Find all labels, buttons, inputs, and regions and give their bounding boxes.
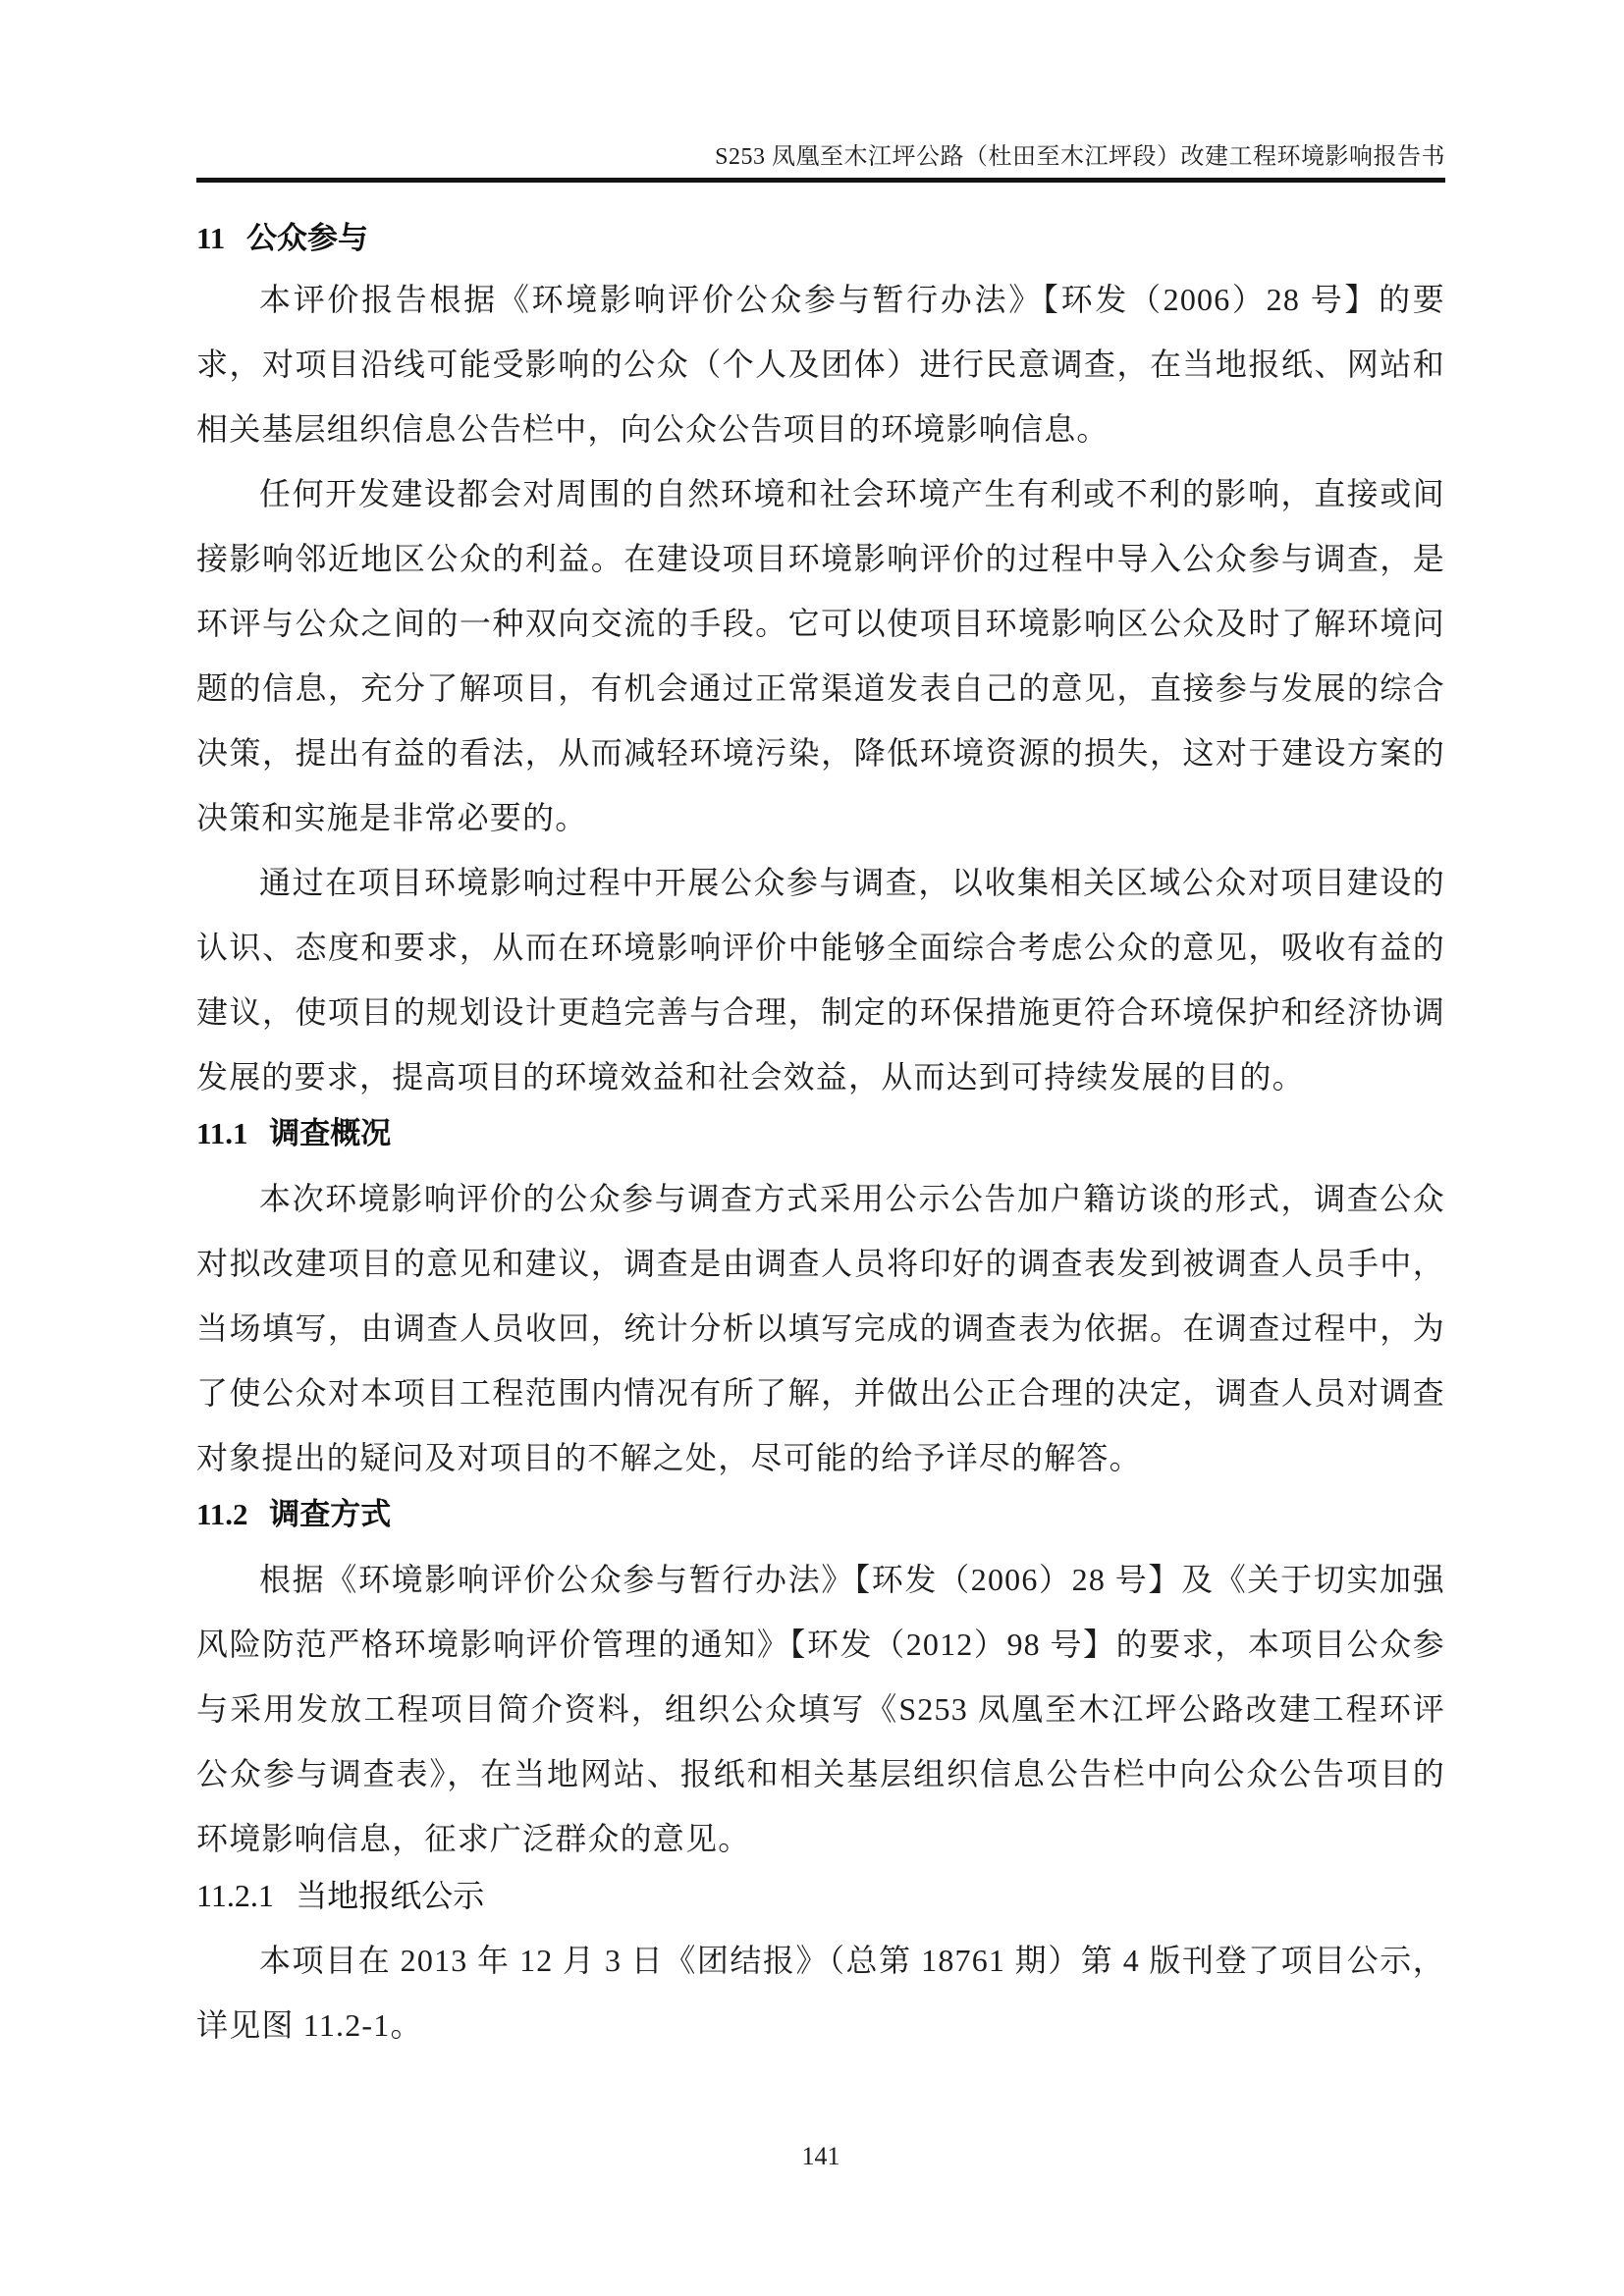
paragraph: 本次环境影响评价的公众参与调查方式采用公示公告加户籍访谈的形式，调查公众对拟改建项目的意见和建议，调查是由调查人员将印好的调查表发到被调查人员手中，当场填写，由调查人员收回，统计分析以填写完成的调查表为依据。在调查过程中，为了使公众对本项目工程范围内情况有所了解，并做出公正合理的决定，调查人员对调查对象提出的疑问及对项目的不解之处，尽可能的给予详尽的解答。 bbox=[196, 1181, 1445, 1475]
paragraph: 本项目在 2013 年 12 月 3 日《团结报》（总第 18761 期）第 4 版刊登了项目公示，详见图 11.2-1。 bbox=[196, 1943, 1445, 2043]
page-number: 141 bbox=[801, 2142, 840, 2170]
section-title: 公众参与 bbox=[245, 221, 368, 255]
paragraph: 本评价报告根据《环境影响评价公众参与暂行办法》【环发（2006）28 号】的要求，对项目沿线可能受影响的公众（个人及团体）进行民意调查，在当地报纸、网站和相关基层组织信息公告栏中，向公众公告项目的环境影响信息。 bbox=[196, 282, 1445, 447]
section-number: 11 bbox=[196, 221, 226, 255]
header-divider bbox=[196, 178, 1445, 183]
section-heading-11 bbox=[196, 218, 1445, 259]
page-header-title: S253 凤凰至木江坪公路（杜田至木江坪段）改建工程环境影响报告书 bbox=[715, 144, 1445, 170]
section-heading-11-2-1 bbox=[196, 1871, 1445, 1920]
section-title: 当地报纸公示 bbox=[296, 1878, 485, 1913]
section-title: 调查方式 bbox=[269, 1497, 392, 1531]
section-heading-11-1 bbox=[196, 1109, 1445, 1158]
paragraph: 根据《环境影响评价公众参与暂行办法》【环发（2006）28 号】及《关于切实加强风险防范严格环境影响评价管理的通知》【环发（2012）98 号】的要求，本项目公众参与采用发放工程项目简介资料，组织公众填写《S253 凤凰至木江坪公路改建工程环评公众参与调查表》，在当地网站、报纸和相关基层组织信息公告栏中向公众公告项目的环境影响信息，征求广泛群众的意见。 bbox=[196, 1562, 1445, 1856]
section-heading-11-2 bbox=[196, 1490, 1445, 1539]
section-title: 调查概况 bbox=[269, 1116, 392, 1150]
section-number: 11.2.1 bbox=[196, 1878, 274, 1913]
paragraph: 任何开发建设都会对周围的自然环境和社会环境产生有利或不利的影响，直接或间接影响邻近地区公众的利益。在建设项目环境影响评价的过程中导入公众参与调查，是环评与公众之间的一种双向交流的手段。它可以使项目环境影响区公众及时了解环境问题的信息，充分了解项目，有机会通过正常渠道发表自己的意见，直接参与发展的综合决策，提出有益的看法，从而减轻环境污染，降低环境资源的损失，这对于建设方案的决策和实施是非常必要的。 bbox=[196, 476, 1445, 835]
section-number: 11.2 bbox=[196, 1497, 248, 1531]
paragraph: 通过在项目环境影响过程中开展公众参与调查，以收集相关区域公众对项目建设的认识、态度和要求，从而在环境影响评价中能够全面综合考虑公众的意见，吸收有益的建议，使项目的规划设计更趋完善与合理，制定的环保措施更符合环境保护和经济协调发展的要求，提高项目的环境效益和社会效益，从而达到可持续发展的目的。 bbox=[196, 865, 1445, 1095]
section-number: 11.1 bbox=[196, 1116, 248, 1150]
